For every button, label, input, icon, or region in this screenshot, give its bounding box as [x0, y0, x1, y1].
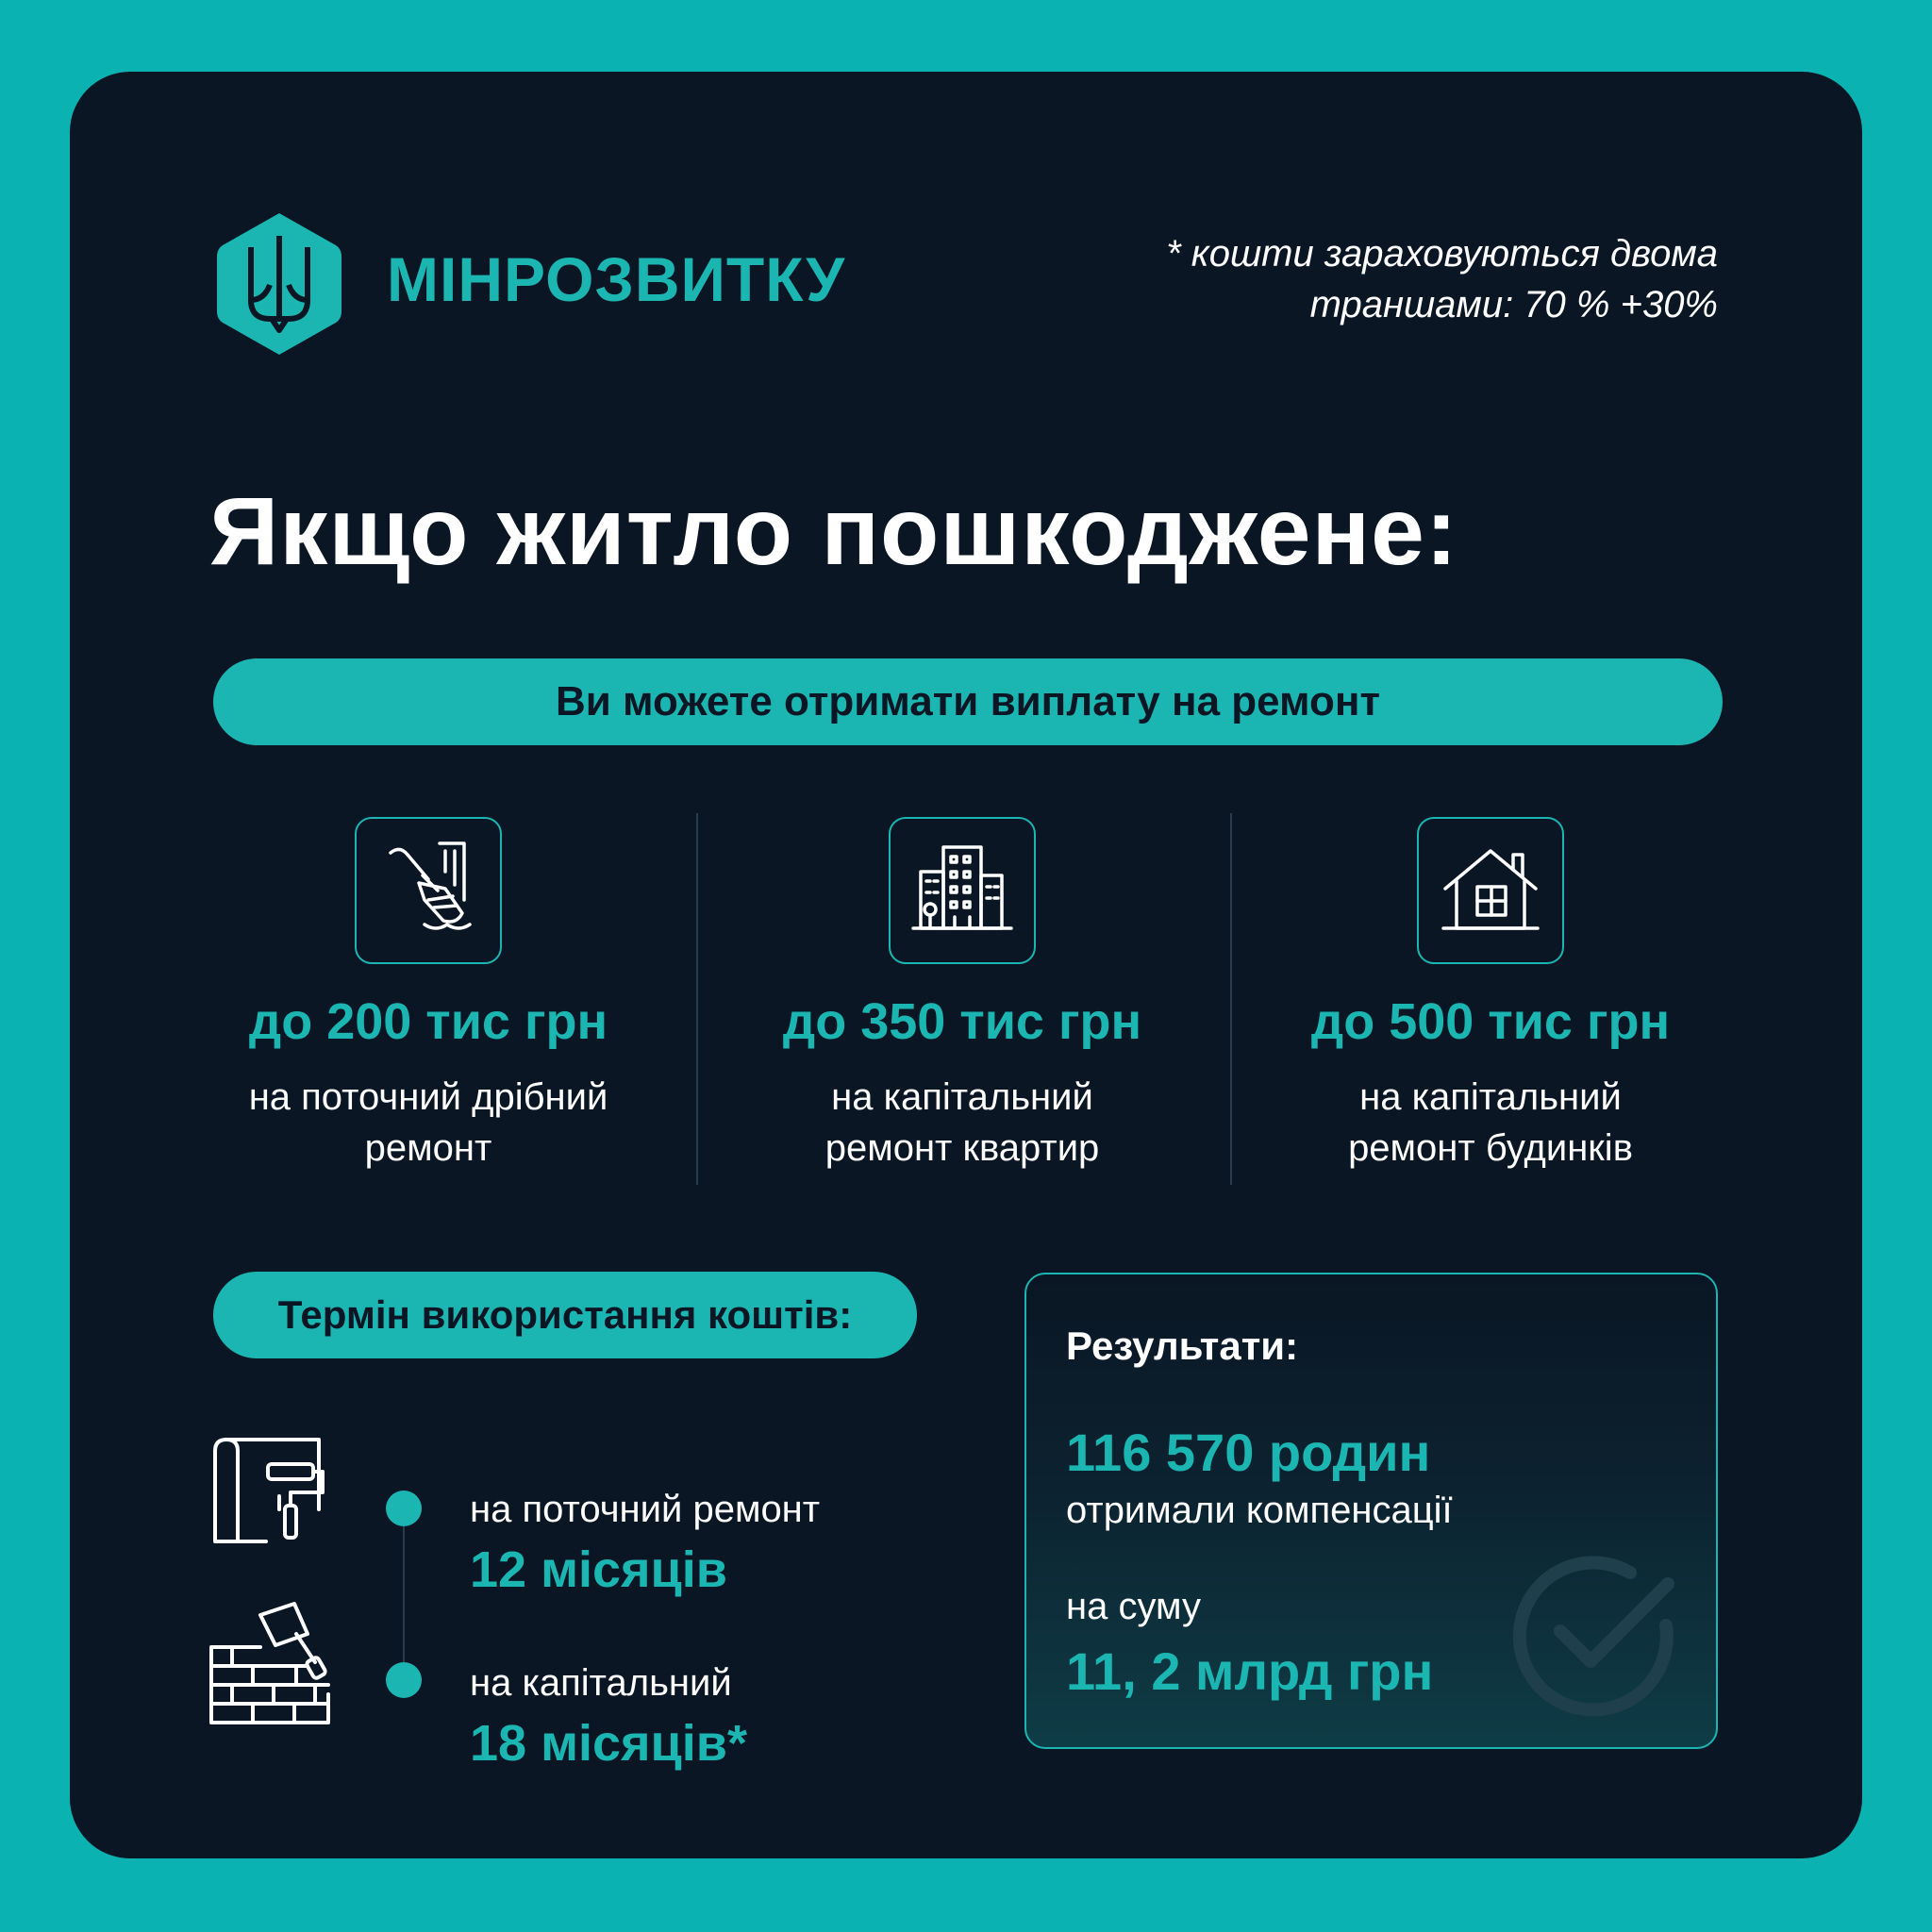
wallpaper-roller-icon	[209, 1430, 332, 1553]
payout-pill: Ви можете отримати виплату на ремонт	[213, 658, 1723, 745]
brand-name: МІНРОЗВИТКУ	[387, 244, 846, 314]
payout-desc-1	[183, 1072, 674, 1174]
timeline-line	[403, 1526, 405, 1662]
results-title: Результати:	[1066, 1324, 1299, 1368]
payout-desc-3-line1: на капітальний	[1359, 1076, 1622, 1118]
payout-amount-3: до 500 тис грн	[1310, 993, 1671, 1050]
house-icon	[1417, 817, 1564, 964]
term-value-1: 12 місяців	[470, 1541, 727, 1598]
page-title: Якщо житло пошкоджене:	[209, 477, 1458, 585]
term-item-2	[470, 1662, 747, 1773]
results-families-value: 116 570 родин	[1066, 1423, 1431, 1482]
results-box	[1024, 1273, 1718, 1749]
payout-amount-2: до 350 тис грн	[782, 993, 1142, 1050]
payout-column-3	[1245, 817, 1736, 1174]
payout-amount-1: до 200 тис грн	[248, 993, 608, 1050]
term-label-1: на поточний ремонт	[470, 1489, 821, 1530]
payout-desc-1-line2: ремонт	[364, 1127, 492, 1169]
payout-desc-2-line2: ремонт квартир	[824, 1127, 1100, 1169]
divider	[1230, 813, 1232, 1185]
payout-column-1	[183, 817, 674, 1174]
payout-desc-2	[717, 1072, 1208, 1174]
timeline-dot	[386, 1662, 422, 1698]
payout-desc-1-line1: на поточний дрібний	[248, 1076, 608, 1118]
term-pill: Термін використання коштів:	[213, 1272, 917, 1358]
paint-brush-icon	[355, 817, 502, 964]
payout-column-2	[717, 817, 1208, 1174]
trident-icon	[213, 209, 345, 358]
tranche-note	[1001, 228, 1718, 330]
tranche-note-line2: траншами: 70 % +30%	[1309, 284, 1718, 325]
results-sum-label: на суму	[1066, 1586, 1201, 1627]
payout-desc-3	[1245, 1072, 1736, 1174]
term-item-1	[470, 1489, 820, 1599]
check-circle-icon	[1507, 1548, 1687, 1727]
results-sum-value: 11, 2 млрд грн	[1066, 1641, 1434, 1701]
apartment-building-icon	[889, 817, 1036, 964]
payout-desc-3-line2: ремонт будинків	[1348, 1127, 1633, 1169]
brick-wall-trowel-icon	[204, 1596, 336, 1728]
tranche-note-line1: * кошти зараховуються двома	[1166, 233, 1718, 275]
timeline-dot	[386, 1491, 422, 1526]
term-label-2: на капітальний	[470, 1662, 732, 1704]
results-families-text: отримали компенсації	[1066, 1490, 1453, 1531]
term-value-2: 18 місяців*	[470, 1715, 747, 1772]
infographic-card	[70, 72, 1862, 1858]
payout-desc-2-line1: на капітальний	[831, 1076, 1093, 1118]
divider	[696, 813, 698, 1185]
